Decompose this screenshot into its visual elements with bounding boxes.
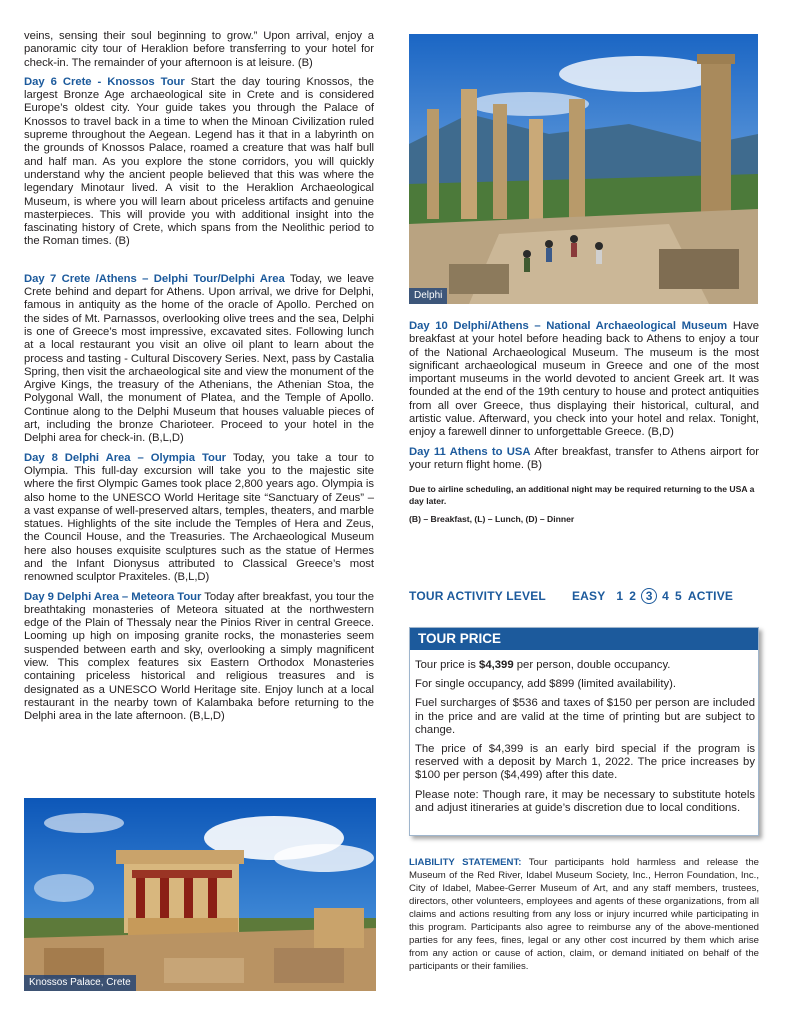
day7-body: Today, we leave Crete behind and depart for Athens. Upon arrival, we drive for Delphi, famous in antiquity as the home of the oracle of Apollo. Perched on the sides of Mt. Parnassos, overlooking olive trees and the sea, Delphi is one of Greece’s most impressive, excavated sites. Following lunch at a local restaurant you visit an olive oil plant to learn about the process and tasting - Cultural Discovery Series. Next, pass by Castalia Spring, then visit the archaeological site and view the monument of the Argive Kings, the treasury of the Athenians, the Athenian Stoa, the Polygonal Wall, the monument of Platea, and the Temple of Apollo. Continue along to the Delphi Museum that houses valuable pieces of art, including the bronze Charioteer. Proceed to your hotel in the Delphi area for check-in. (B,L,D) [24, 272, 374, 445]
activity-level-5: 5 [675, 589, 682, 603]
liability-body: Tour participants hold harmless and release the Museum of the Red River, Idabel Museum Society, Inc., Herron Foundation, Inc., City of Idabel, Mabee-Gerrer Museum of Art, and any staff members, trustees, directors, other volunteers, employees and agents of these organizations, from all claims and actions resulting from any loss or injury incurred while participating in this program. Participants also agree to reimburse any of the above-mentioned parties for any fees, fines, legal or any other cost incurred by them which arise from any action or cause of action, claim, or demand initiated on behalf of the participants or their families. [409, 857, 759, 972]
price-line-2: For single occupancy, add $899 (limited availability). [415, 678, 677, 691]
activity-label: TOUR ACTIVITY LEVEL [409, 589, 546, 603]
knossos-illustration [24, 798, 376, 991]
price-line-3: Fuel surcharges of $536 and taxes of $150 per person are included in the price and are valid at the time of printing but are subject to change. [415, 697, 755, 736]
day10-paragraph [409, 320, 759, 440]
price-line-1-post: per person, double occupancy. [513, 659, 671, 671]
delphi-illustration [409, 34, 758, 304]
activity-level-2: 2 [629, 589, 637, 603]
activity-level-4: 4 [662, 589, 670, 603]
day8-body: Today, you take a tour to Olympia. This full-day excursion will take you to the majestic site where the first Olympic Games took place 2,800 years ago. Olympia is also home to the UNESCO World Heritage site “Sanctuary of Zeus” – a vast expanse of well-preserved altars, temples, theaters, and marble statues. Highlights of the site include the Temples of Hera and Zeus, the Council House, and the Treasuries. The Archaeological Museum here also houses exquisite sculptures such as the statue of Hermes and the Infant Dionysus attributed to Classical Greece’s most renowned sculptor Praxiteles. (B,L,D) [24, 451, 374, 584]
price-line-1 [415, 659, 755, 672]
activity-scale [572, 588, 733, 604]
day8-paragraph [24, 452, 374, 585]
meal-key: (B) – Breakfast, (L) – Lunch, (D) – Dinner [409, 514, 575, 525]
activity-level-3-selected: 3 [641, 588, 657, 604]
tour-price-body [410, 650, 758, 815]
tour-price-header: TOUR PRICE [410, 628, 758, 650]
tour-activity-level [409, 588, 759, 604]
knossos-photo [24, 798, 376, 991]
day10-body: Have breakfast at your hotel before heading back to Athens to enjoy a tour of the National Archaeological Museum. The museum is the most significant archaeological museum in Greece and one of the most important museums in the world devoted to ancient Greek art. It was founded at the end of the 19th century to house and protect antiquities from all over Greece, thus displaying their historical, cultural, and artistic value. Afterward, you check into your hotel and relax. Tonight, enjoy a farewell dinner to unforgettable Greece. (B,D) [409, 320, 759, 439]
knossos-caption: Knossos Palace, Crete [24, 975, 136, 991]
tour-price-box [409, 627, 759, 836]
day9-paragraph [24, 591, 374, 724]
price-line-5: Please note: Though rare, it may be necessary to substitute hotels and adjust itineraries at guide’s discretion due to local conditions. [415, 788, 755, 814]
day7-paragraph [24, 273, 374, 446]
left-column [24, 30, 374, 724]
day7-title: Day 7 Crete /Athens – Delphi Tour/Delphi Area [24, 272, 285, 285]
day6-paragraph [24, 76, 374, 249]
day11-paragraph [409, 446, 759, 473]
day11-body: After breakfast, transfer to Athens airport for your return flight home. (B) [409, 445, 759, 471]
intro-paragraph: veins, sensing their soul beginning to grow.” Upon arrival, enjoy a panoramic city tour of Heraklion before transferring to your hotel for check-in. The remainder of your afternoon is at leisure. (B) [24, 30, 374, 69]
delphi-caption: Delphi [409, 288, 447, 304]
delphi-photo [409, 34, 758, 304]
activity-level-1: 1 [616, 589, 624, 603]
day9-title: Day 9 Delphi Area – Meteora Tour [24, 590, 202, 603]
day11-title: Day 11 Athens to USA [409, 445, 531, 458]
activity-easy: EASY [571, 589, 606, 603]
liability-paragraph [409, 856, 759, 973]
day6-body: Start the day touring Knossos, the largest Bronze Age archaeological site in Crete and is considered Europe’s oldest city. Your guide takes you through the Palace of Knossos to travel back in a time to when the Minoan Civilization ruled supreme throughout the Aegean. Legend has it that in a labyrinth on the grounds of Knossos Palace, roamed a creature that was half bull and half man. As you explore the stone corridors, you will quickly understand why the ancient people believed that this was where the legendary Minotaur lived. A visit to the Heraklion Archaeological Museum, is where you will learn about priceless artifacts and genuine masterpieces. This will provide you with additional insight into the fascinating history of Crete, which spans from the Neolithic period to the Roman times. (B) [24, 75, 374, 248]
price-amount: $4,399 [479, 659, 514, 671]
right-column [409, 320, 759, 526]
airline-note: Due to airline scheduling, an additional night may be required returning to the USA a day later. [409, 484, 755, 506]
day8-title: Day 8 Delphi Area – Olympia Tour [24, 451, 227, 464]
day9-body: Today after breakfast, you tour the breathtaking monasteries of Meteora situated at the northwestern edge of the Plain of Thessaly near the Pinios River in central Greece. Looming up high on imposing granite rocks, the monasteries seem suspended between earth and sky, overlooking a simply magnificent view. This complex features six Eastern Orthodox Monasteries containing priceless historical and religious treasures and is designated as a UNESCO World Heritage site. Enjoy lunch at a local restaurant in the nearby town of Kalambaka before returning to the Delphi area in the late afternoon. (B,L,D) [24, 590, 374, 723]
day10-title: Day 10 Delphi/Athens – National Archaeological Museum [409, 320, 728, 332]
liability-title: LIABILITY STATEMENT: [409, 857, 522, 868]
liability-statement [409, 856, 759, 973]
price-line-4: The price of $4,399 is an early bird special if the program is reserved with a deposit by March 1, 2022. The price increases by $100 per person ($4,499) after this date. [415, 743, 755, 782]
price-line-1-pre: Tour price is [415, 659, 480, 671]
activity-active: ACTIVE [687, 589, 734, 603]
day6-title: Day 6 Crete - Knossos Tour [24, 75, 185, 88]
